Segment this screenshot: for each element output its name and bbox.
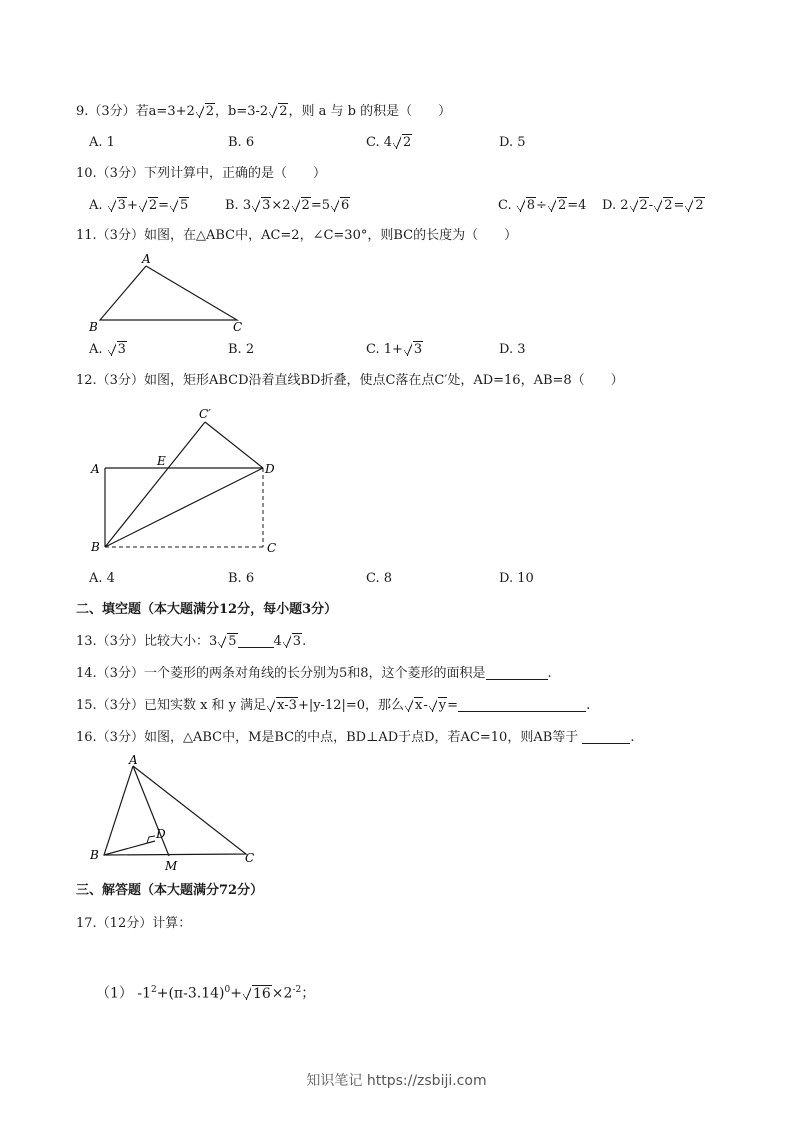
q11-triangle-figure xyxy=(85,250,255,336)
q9-stem: 9.（3分）若a=3+2 2，b=3-2 2，则 a 与 b 的积是（ ） xyxy=(76,102,451,122)
q9-option-c: C. 4 2 xyxy=(366,133,412,153)
q12-option-d: D. 10 xyxy=(499,571,534,586)
q17-stem: 17.（12分）计算： xyxy=(76,916,192,931)
answer-blank[interactable] xyxy=(486,665,548,680)
section-fill-in-heading: 二、填空题（本大题满分12分，每小题3分） xyxy=(76,602,338,617)
q12-option-b: B. 6 xyxy=(228,571,255,586)
q10-option-a: A. 3+ 2= 5 xyxy=(89,196,189,216)
label-c: C xyxy=(245,851,255,865)
q10-option-d: D. 2 2- 2= 2 xyxy=(602,196,705,216)
q11-option-a: A. 3 xyxy=(89,340,127,360)
q10-option-c: C. 8÷ 2=4 xyxy=(498,196,586,216)
answer-blank[interactable] xyxy=(582,729,630,744)
answer-blank[interactable] xyxy=(458,697,586,712)
q14-stem: 14.（3分）一个菱形的两条对角线的长分别为5和8，这个菱形的面积是 . xyxy=(76,666,552,681)
label-a: A xyxy=(129,753,138,767)
label-a: A xyxy=(91,462,100,476)
q15-stem: 15.（3分）已知实数 x 和 y 满足 x-3+|y-12|=0，那么 x- y= . xyxy=(76,696,590,716)
q10-option-b: B. 3 3×2 2=5 6 xyxy=(225,196,350,216)
q12-option-a: A. 4 xyxy=(89,571,115,586)
sqrt-symbol: 2 xyxy=(196,102,215,122)
label-m: M xyxy=(165,859,178,873)
q11-option-d: D. 3 xyxy=(499,342,526,357)
label-c-prime: C′ xyxy=(199,407,211,421)
q12-option-c: C. 8 xyxy=(366,571,393,586)
label-a: A xyxy=(142,252,151,266)
label-c: C xyxy=(267,541,277,555)
label-b: B xyxy=(90,848,99,862)
q9-option-b: B. 6 xyxy=(228,135,255,150)
answer-blank[interactable] xyxy=(238,633,274,648)
q17-part1: （1） $-1^2+(\pi-3.14)^0+ 16\times 2^{-2}$； xyxy=(96,985,316,1002)
q10-stem: 10.（3分）下列计算中，正确的是（ ） xyxy=(76,166,326,181)
footer-watermark[interactable]: 知识笔记 https://zsbiji.com xyxy=(306,1073,487,1089)
label-b: B xyxy=(89,320,98,334)
q11-stem: 11.（3分）如图，在△ABC中，AC=2，∠C=30°，则BC的长度为（ ） xyxy=(76,228,518,243)
label-d: D xyxy=(156,827,166,841)
q11-option-c: C. 1+ 3 xyxy=(366,340,423,360)
q13-stem: 13.（3分）比较大小：3 5 4 3. xyxy=(76,632,306,652)
q12-stem: 12.（3分）如图，矩形ABCD沿着直线BD折叠，使点C落在点C′处，AD=16，AB=8（ ） xyxy=(76,373,624,388)
section-solve-heading: 三、解答题（本大题满分72分） xyxy=(76,883,264,898)
sqrt-symbol: 2 xyxy=(269,102,288,122)
label-e: E xyxy=(157,454,166,468)
q16-triangle-figure xyxy=(85,752,265,878)
label-b: B xyxy=(91,540,100,554)
q16-stem: 16.（3分）如图，△ABC中，M是BC的中点，BD⊥AD于点D，若AC=10，则AB等于 . xyxy=(76,730,635,745)
q9-option-a: A. 1 xyxy=(89,135,115,150)
q11-option-b: B. 2 xyxy=(228,342,255,357)
q12-rectangle-figure xyxy=(85,402,285,562)
label-c: C xyxy=(233,320,243,334)
label-d: D xyxy=(265,462,275,476)
q9-option-d: D. 5 xyxy=(499,135,526,150)
